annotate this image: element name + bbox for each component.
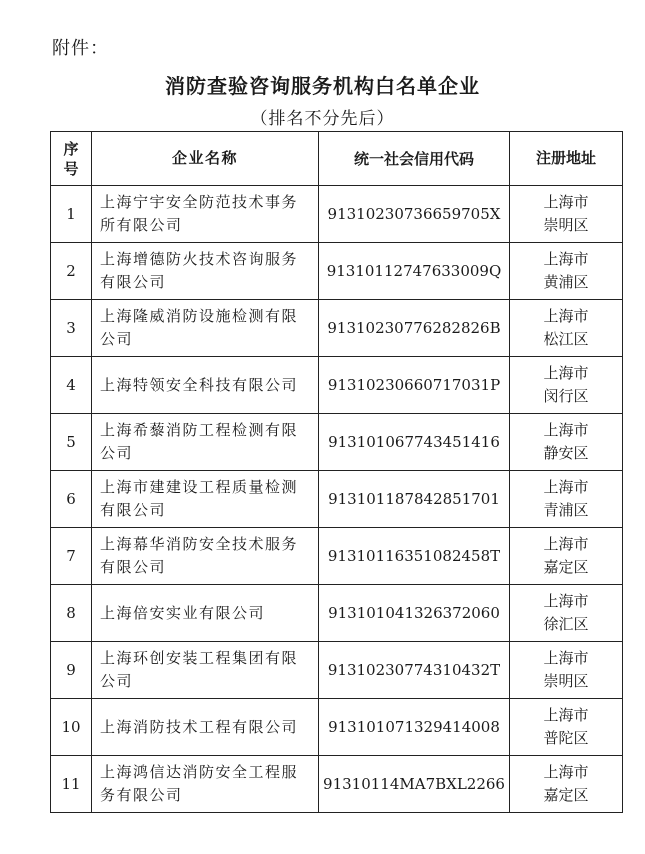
row-address-district: 静安区 bbox=[543, 444, 589, 462]
row-address bbox=[510, 186, 623, 243]
document-title: 消防查验咨询服务机构白名单企业 bbox=[165, 74, 480, 98]
row-address-city: 上海市 bbox=[543, 706, 589, 724]
row-address bbox=[510, 585, 623, 642]
row-credit-code: 913101041326372060 bbox=[319, 585, 510, 642]
row-address bbox=[510, 528, 623, 585]
row-seq: 4 bbox=[51, 357, 92, 414]
row-company-name: 上海消防技术工程有限公司 bbox=[92, 699, 319, 756]
row-address-city: 上海市 bbox=[543, 421, 589, 439]
row-address-city: 上海市 bbox=[543, 250, 589, 268]
table-row bbox=[51, 756, 623, 813]
row-company-name: 上海隆威消防设施检测有限公司 bbox=[92, 300, 319, 357]
row-company-name: 上海特领安全科技有限公司 bbox=[92, 357, 319, 414]
attachment-label: 附件： bbox=[52, 38, 109, 59]
row-seq: 6 bbox=[51, 471, 92, 528]
row-address bbox=[510, 471, 623, 528]
table-row bbox=[51, 186, 623, 243]
row-credit-code: 91310230736659705X bbox=[319, 186, 510, 243]
table-row bbox=[51, 528, 623, 585]
row-address-district: 闵行区 bbox=[543, 387, 589, 405]
row-address-district: 黄浦区 bbox=[543, 273, 589, 291]
row-address bbox=[510, 756, 623, 813]
row-address-district: 普陀区 bbox=[543, 729, 589, 747]
row-address-city: 上海市 bbox=[543, 307, 589, 325]
row-seq: 2 bbox=[51, 243, 92, 300]
row-seq: 9 bbox=[51, 642, 92, 699]
header-seq bbox=[51, 132, 92, 186]
row-address-city: 上海市 bbox=[543, 364, 589, 382]
document-subtitle: （排名不分先后） bbox=[250, 109, 395, 129]
row-company-name: 上海宁宇安全防范技术事务所有限公司 bbox=[92, 186, 319, 243]
header-address: 注册地址 bbox=[510, 132, 623, 186]
row-address-district: 崇明区 bbox=[543, 216, 589, 234]
row-company-name: 上海增德防火技术咨询服务有限公司 bbox=[92, 243, 319, 300]
row-address-city: 上海市 bbox=[543, 649, 589, 667]
row-seq: 10 bbox=[51, 699, 92, 756]
table-row bbox=[51, 699, 623, 756]
table-row bbox=[51, 300, 623, 357]
table-row bbox=[51, 642, 623, 699]
row-credit-code: 91310230776282826B bbox=[319, 300, 510, 357]
header-name: 企业名称 bbox=[92, 132, 319, 186]
row-company-name: 上海鸿信达消防安全工程服务有限公司 bbox=[92, 756, 319, 813]
row-address-district: 松江区 bbox=[543, 330, 589, 348]
header-code: 统一社会信用代码 bbox=[319, 132, 510, 186]
row-address-city: 上海市 bbox=[543, 478, 589, 496]
row-credit-code: 913101067743451416 bbox=[319, 414, 510, 471]
row-credit-code: 913101187842851701 bbox=[319, 471, 510, 528]
row-address-city: 上海市 bbox=[543, 763, 589, 781]
row-credit-code: 913101071329414008 bbox=[319, 699, 510, 756]
header-seq-line2: 号 bbox=[63, 159, 79, 178]
row-company-name: 上海希藜消防工程检测有限公司 bbox=[92, 414, 319, 471]
table-row bbox=[51, 471, 623, 528]
row-seq: 8 bbox=[51, 585, 92, 642]
whitelist-table bbox=[50, 131, 623, 813]
row-address-district: 徐汇区 bbox=[543, 615, 589, 633]
row-seq: 1 bbox=[51, 186, 92, 243]
table-body bbox=[51, 186, 623, 813]
row-company-name: 上海环创安装工程集团有限公司 bbox=[92, 642, 319, 699]
row-address-district: 嘉定区 bbox=[543, 786, 589, 804]
row-seq: 7 bbox=[51, 528, 92, 585]
row-credit-code: 91310230660717031P bbox=[319, 357, 510, 414]
table-header-row bbox=[51, 132, 623, 186]
row-address bbox=[510, 642, 623, 699]
row-company-name: 上海幕华消防安全技术服务有限公司 bbox=[92, 528, 319, 585]
row-address bbox=[510, 300, 623, 357]
row-address-district: 青浦区 bbox=[543, 501, 589, 519]
row-address-district: 崇明区 bbox=[543, 672, 589, 690]
row-address bbox=[510, 243, 623, 300]
row-seq: 3 bbox=[51, 300, 92, 357]
row-company-name: 上海倍安实业有限公司 bbox=[92, 585, 319, 642]
row-address-city: 上海市 bbox=[543, 592, 589, 610]
row-credit-code: 91310230774310432T bbox=[319, 642, 510, 699]
row-address bbox=[510, 357, 623, 414]
row-address-district: 嘉定区 bbox=[543, 558, 589, 576]
row-address bbox=[510, 414, 623, 471]
table-row bbox=[51, 243, 623, 300]
table-row bbox=[51, 357, 623, 414]
row-credit-code: 91310114MA7BXL2266 bbox=[319, 756, 510, 813]
row-seq: 11 bbox=[51, 756, 92, 813]
row-credit-code: 91310116351082458T bbox=[319, 528, 510, 585]
header-seq-line1: 序 bbox=[63, 139, 79, 158]
row-credit-code: 91310112747633009Q bbox=[319, 243, 510, 300]
row-address-city: 上海市 bbox=[543, 193, 589, 211]
row-address-city: 上海市 bbox=[543, 535, 589, 553]
table-row bbox=[51, 414, 623, 471]
table-row bbox=[51, 585, 623, 642]
row-company-name: 上海市建建设工程质量检测有限公司 bbox=[92, 471, 319, 528]
row-address bbox=[510, 699, 623, 756]
row-seq: 5 bbox=[51, 414, 92, 471]
